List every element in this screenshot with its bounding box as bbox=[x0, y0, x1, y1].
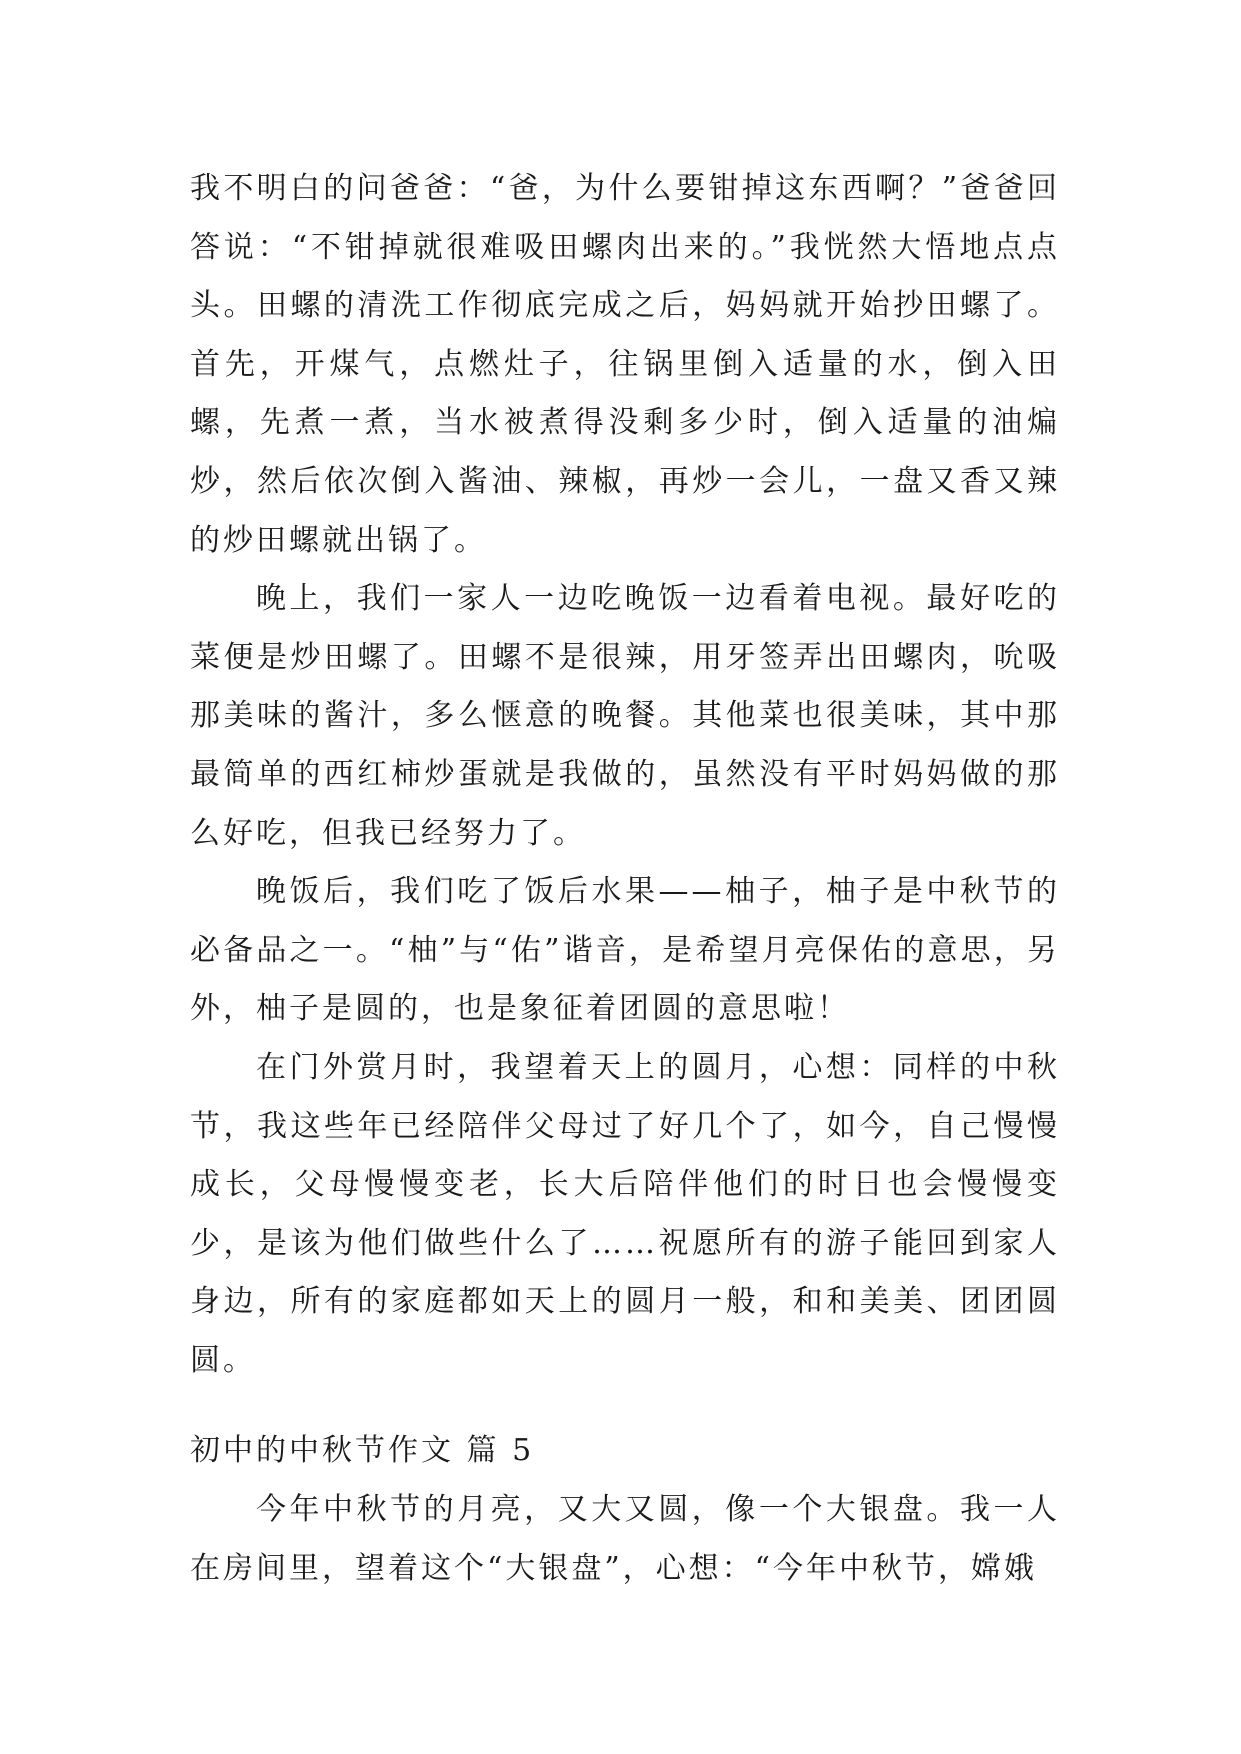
section-heading: 初中的中秋节作文 篇 5 bbox=[190, 1433, 535, 1469]
paragraph-3: 晚饭后，我们吃了饭后水果——柚子，柚子是中秋节的必备品之一。“柚”与“佑”谐音，是希望月亮保佑的意思，另外，柚子是圆的，也是象征着团圆的意思啦！ bbox=[190, 874, 1060, 1027]
document-page bbox=[190, 160, 1060, 1598]
paragraph-4: 在门外赏月时，我望着天上的圆月，心想：同样的中秋节，我这些年已经陪伴父母过了好几个了，如今，自己慢慢成长，父母慢慢变老，长大后陪伴他们的时日也会慢慢变少，是该为他们做些什么了……祝愿所有的游子能回到家人身边，所有的家庭都如天上的圆月一般，和和美美、团团圆圆。 bbox=[190, 1049, 1060, 1378]
paragraph-1: 我不明白的问爸爸：“爸，为什么要钳掉这东西啊？”爸爸回答说：“不钳掉就很难吸田螺肉出来的。”我恍然大悟地点点头。田螺的清洗工作彻底完成之后，妈妈就开始抄田螺了。首先，开煤气，点燃灶子，往锅里倒入适量的水，倒入田螺，先煮一煮，当水被煮得没剩多少时，倒入适量的油煸炒，然后依次倒入酱油、辣椒，再炒一会儿，一盘又香又辣的炒田螺就出锅了。 bbox=[190, 171, 1060, 558]
paragraph-2: 晚上，我们一家人一边吃晚饭一边看着电视。最好吃的菜便是炒田螺了。田螺不是很辣，用牙签弄出田螺肉，吮吸那美味的酱汁，多么惬意的晚餐。其他菜也很美味，其中那最简单的西红柿炒蛋就是我做的，虽然没有平时妈妈做的那么好吃，但我已经努力了。 bbox=[190, 581, 1060, 851]
paragraph-5: 今年中秋节的月亮，又大又圆，像一个大银盘。我一人在房间里，望着这个“大银盘”，心想：“今年中秋节，嫦娥 bbox=[190, 1492, 1060, 1586]
